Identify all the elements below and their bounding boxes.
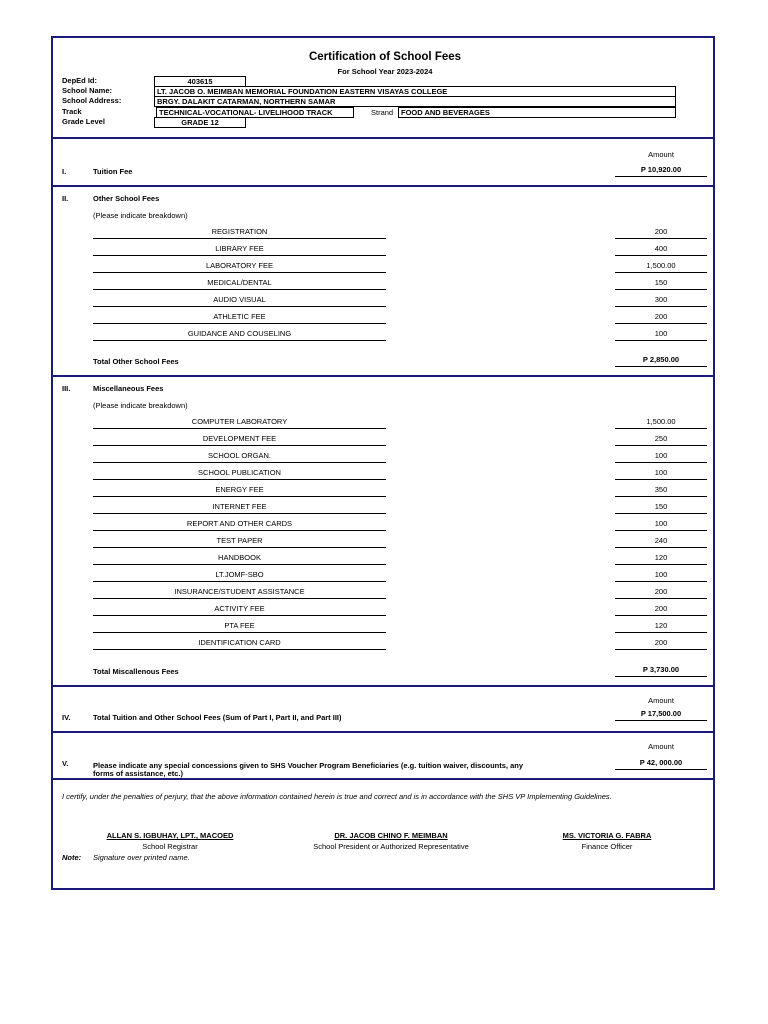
fee-item-amount: 200 xyxy=(615,311,707,324)
fee-item-amount: 100 xyxy=(615,450,707,463)
school-name-field: LT. JACOB O. MEIMBAN MEMORIAL FOUNDATION EASTERN VISAYAS COLLEGE xyxy=(154,86,676,97)
track-label: Track xyxy=(62,107,82,116)
total-misc-fees-label: Total Miscallenous Fees xyxy=(93,667,179,676)
misc-fees-title: Miscellaneous Fees xyxy=(93,384,164,393)
fee-item-label: ACTIVITY FEE xyxy=(93,603,386,616)
tuition-fee-amount: P 10,920.00 xyxy=(615,164,707,177)
fee-item-amount: 1,500.00 xyxy=(615,416,707,429)
total-other-fees-label: Total Other School Fees xyxy=(93,357,179,366)
footer-note-label: Note: xyxy=(62,853,82,862)
strand-field: FOOD AND BEVERAGES xyxy=(398,107,676,118)
fee-item-amount: 120 xyxy=(615,620,707,633)
school-name-label: School Name: xyxy=(62,86,113,95)
section-number: III. xyxy=(62,384,71,393)
fee-item-label: ENERGY FEE xyxy=(93,484,386,497)
fee-item-amount: 100 xyxy=(615,518,707,531)
finance-officer-role: Finance Officer xyxy=(581,842,633,851)
fee-item-label: LABORATORY FEE xyxy=(93,260,386,273)
president-name: DR. JACOB CHINO F. MEIMBAN xyxy=(334,831,448,840)
concessions-amount: P 42, 000.00 xyxy=(615,757,707,770)
total-other-fees-amount: P 2,850.00 xyxy=(615,354,707,367)
deped-id-label: DepEd Id: xyxy=(62,76,97,85)
fee-item-label: COMPUTER LABORATORY xyxy=(93,416,386,429)
deped-id-field: 403615 xyxy=(154,76,246,87)
fee-item-amount: 1,500.00 xyxy=(615,260,707,273)
divider xyxy=(53,375,713,377)
fee-item-amount: 200 xyxy=(615,586,707,599)
school-address-field: BRGY. DALAKIT CATARMAN, NORTHERN SAMAR xyxy=(154,96,676,107)
divider xyxy=(53,685,713,687)
fee-item-amount: 200 xyxy=(615,637,707,650)
total-misc-fees-amount: P 3,730.00 xyxy=(615,664,707,677)
grade-level-label: Grade Level xyxy=(62,117,105,126)
other-fees-title: Other School Fees xyxy=(93,194,160,203)
fee-item-amount: 250 xyxy=(615,433,707,446)
fee-item-amount: 100 xyxy=(615,569,707,582)
fee-item-label: GUIDANCE AND COUSELING xyxy=(93,328,386,341)
grade-level-field: GRADE 12 xyxy=(154,117,246,128)
school-year: For School Year 2023-2024 xyxy=(337,67,433,76)
tuition-fee-title: Tuition Fee xyxy=(93,167,133,176)
certification-statement: I certify, under the penalties of perjury, that the above information contained herein is true and correct and is in accordance with the SHS VP Implementing Guidelines. xyxy=(62,792,612,801)
fee-item-amount: 300 xyxy=(615,294,707,307)
fee-item-label: SCHOOL ORGAN. xyxy=(93,450,386,463)
divider xyxy=(53,778,713,780)
finance-officer-name: MS. VICTORIA G. FABRA xyxy=(562,831,652,840)
fee-item-amount: 240 xyxy=(615,535,707,548)
divider xyxy=(53,137,713,139)
fee-item-amount: 100 xyxy=(615,328,707,341)
fee-item-label: HANDBOOK xyxy=(93,552,386,565)
fee-item-label: TEST PAPER xyxy=(93,535,386,548)
fee-item-amount: 120 xyxy=(615,552,707,565)
fee-item-amount: 150 xyxy=(615,501,707,514)
amount-label: Amount xyxy=(648,696,674,705)
form-title: Certification of School Fees xyxy=(308,51,462,63)
amount-label: Amount xyxy=(648,742,674,751)
track-field: TECHNICAL-VOCATIONAL- LIVELIHOOD TRACK xyxy=(156,107,354,118)
fee-item-label: MEDICAL/DENTAL xyxy=(93,277,386,290)
fee-item-amount: 200 xyxy=(615,226,707,239)
section-number: II. xyxy=(62,194,69,203)
breakdown-note: (Please indicate breakdown) xyxy=(93,401,188,410)
fee-item-amount: 150 xyxy=(615,277,707,290)
fee-item-label: LT.JOMF-SBO xyxy=(93,569,386,582)
fee-item-label: LIBRARY FEE xyxy=(93,243,386,256)
certificate-form xyxy=(51,36,715,890)
fee-item-label: REPORT AND OTHER CARDS xyxy=(93,518,386,531)
registrar-name: ALLAN S. IGBUHAY, LPT., MACOED xyxy=(106,831,234,840)
grand-total-amount: P 17,500.00 xyxy=(615,708,707,721)
fee-item-amount: 400 xyxy=(615,243,707,256)
school-address-label: School Address: xyxy=(62,96,122,105)
divider xyxy=(53,185,713,187)
strand-label: Strand xyxy=(371,108,394,117)
grand-total-title: Total Tuition and Other School Fees (Sum of Part I, Part II, and Part III) xyxy=(93,713,342,722)
section-number: V. xyxy=(62,759,69,768)
fee-item-label: AUDIO VISUAL xyxy=(93,294,386,307)
fee-item-label: INTERNET FEE xyxy=(93,501,386,514)
fee-item-label: ATHLETIC FEE xyxy=(93,311,386,324)
fee-item-amount: 200 xyxy=(615,603,707,616)
fee-item-label: IDENTIFICATION CARD xyxy=(93,637,386,650)
president-role: School President or Authorized Representative xyxy=(313,842,469,851)
section-number: IV. xyxy=(62,713,71,722)
fee-item-amount: 350 xyxy=(615,484,707,497)
concessions-title-line1: Please indicate any special concessions given to SHS Voucher Program Beneficiaries (e.g. tuition waiver, discounts, any xyxy=(93,761,524,770)
concessions-title-line2: forms of assistance, etc.) xyxy=(93,769,184,778)
amount-label: Amount xyxy=(648,150,674,159)
breakdown-note: (Please indicate breakdown) xyxy=(93,211,188,220)
fee-item-label: INSURANCE/STUDENT ASSISTANCE xyxy=(93,586,386,599)
fee-item-label: DEVELOPMENT FEE xyxy=(93,433,386,446)
fee-item-label: PTA FEE xyxy=(93,620,386,633)
footer-note-text: Signature over printed name. xyxy=(93,853,190,862)
fee-item-label: SCHOOL PUBLICATION xyxy=(93,467,386,480)
fee-item-amount: 100 xyxy=(615,467,707,480)
section-number: I. xyxy=(62,167,67,176)
fee-item-label: REGISTRATION xyxy=(93,226,386,239)
registrar-role: School Registrar xyxy=(142,842,198,851)
divider xyxy=(53,731,713,733)
